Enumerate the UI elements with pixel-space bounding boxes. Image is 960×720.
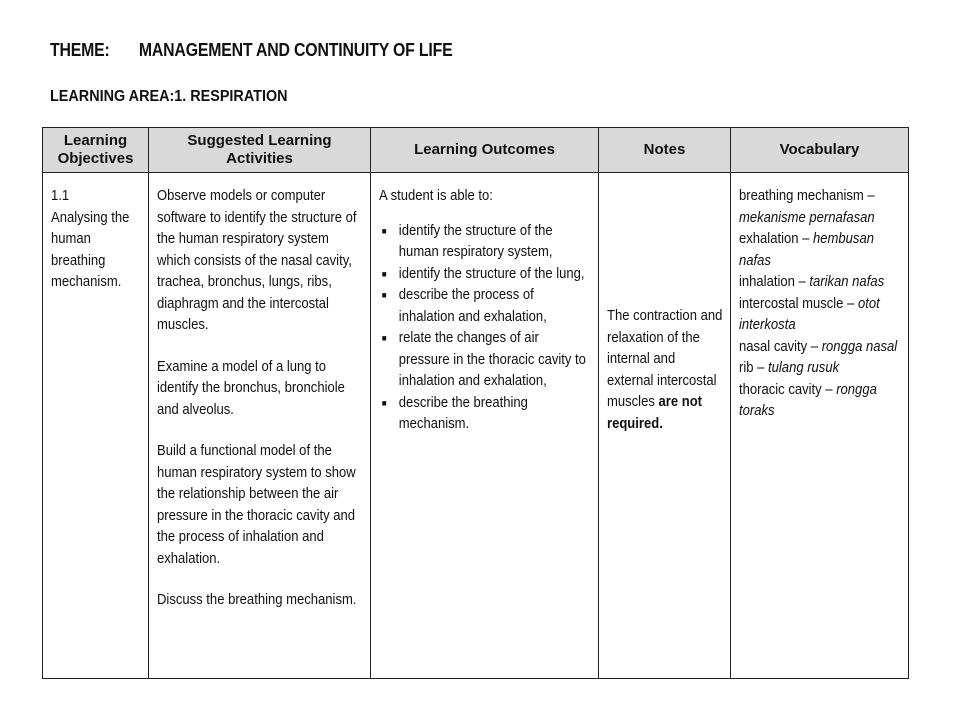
list-item: ■ identify the structure of the human respiratory system, [381, 222, 553, 260]
vocabulary-entry: rib – tulang rusuk [739, 360, 840, 376]
activity-paragraph: Observe models or computer software to identify the structure of the human respiratory system which consists of the nasal cavity, trachea, bronchus, lungs, ribs, diaphragm and the intercostal muscles. [157, 188, 357, 333]
column-header-suggested-activities: Suggested Learning Activities [149, 128, 371, 173]
bullet-icon: ■ [381, 225, 387, 236]
bullet-icon: ■ [381, 397, 387, 408]
objective-number: 1.1 [51, 188, 70, 204]
vocabulary-entry: nasal cavity – rongga nasal [739, 338, 898, 355]
bullet-icon: ■ [381, 268, 387, 279]
theme-value: MANAGEMENT AND CONTINUITY OF LIFE [138, 40, 453, 60]
list-item: ■ describe the process of inhalation and exhalation, [381, 287, 547, 325]
notes-cell [599, 173, 731, 679]
column-header-learning-outcomes: Learning Outcomes [371, 128, 599, 173]
vocabulary-entry: breathing mechanism – mekanisme pernafasan [739, 188, 875, 226]
notes-emphasis: are not required. [607, 394, 703, 432]
column-header-notes: Notes [599, 128, 731, 173]
outcomes-cell [371, 173, 599, 679]
bullet-icon: ■ [381, 333, 387, 343]
theme-heading [50, 40, 453, 61]
activity-paragraph: Discuss the breathing mechanism. [157, 592, 357, 608]
learning-area-heading [50, 88, 288, 106]
list-item: ■ identify the structure of the lung, [379, 264, 591, 286]
table-header-row [43, 128, 909, 173]
list-item: ■ describe the breathing mechanism. [381, 394, 528, 432]
vocabulary-entry: exhalation – hembusan nafas [739, 231, 874, 269]
column-header-vocabulary: Vocabulary [731, 128, 909, 173]
activity-paragraph: Build a functional model of the human respiratory system to show the relationship between the air pressure in the thoracic cavity and the process of inhalation and exhalation. [157, 443, 356, 567]
column-header-learning-objectives: Learning Objectives [43, 128, 149, 173]
notes-text: The contraction and relaxation of the internal and external intercostal muscles [607, 308, 723, 410]
learning-area-label: LEARNING AREA: [50, 88, 175, 105]
objective-text: Analysing the human breathing mechanism. [51, 209, 130, 290]
theme-label: THEME: [50, 40, 110, 60]
vocabulary-cell [731, 173, 909, 679]
vocabulary-entry: thoracic cavity – rongga toraks [739, 381, 877, 419]
outcomes-intro: A student is able to: [379, 188, 493, 204]
learning-area-value: 1. RESPIRATION [174, 88, 288, 105]
vocabulary-entry: intercostal muscle – otot interkosta [739, 295, 880, 333]
activity-paragraph: Examine a model of a lung to identify the bronchus, bronchiole and alveolus. [157, 358, 345, 418]
table-row [43, 173, 909, 679]
activities-cell [149, 173, 371, 679]
bullet-icon: ■ [381, 290, 387, 300]
list-item: ■ relate the changes of air pressure in the thoracic cavity to inhalation and exhalation, [381, 330, 586, 389]
objective-cell [43, 173, 149, 679]
outcomes-list [379, 221, 591, 436]
vocabulary-entry: inhalation – tarikan nafas [739, 274, 885, 290]
syllabus-table [42, 127, 909, 679]
